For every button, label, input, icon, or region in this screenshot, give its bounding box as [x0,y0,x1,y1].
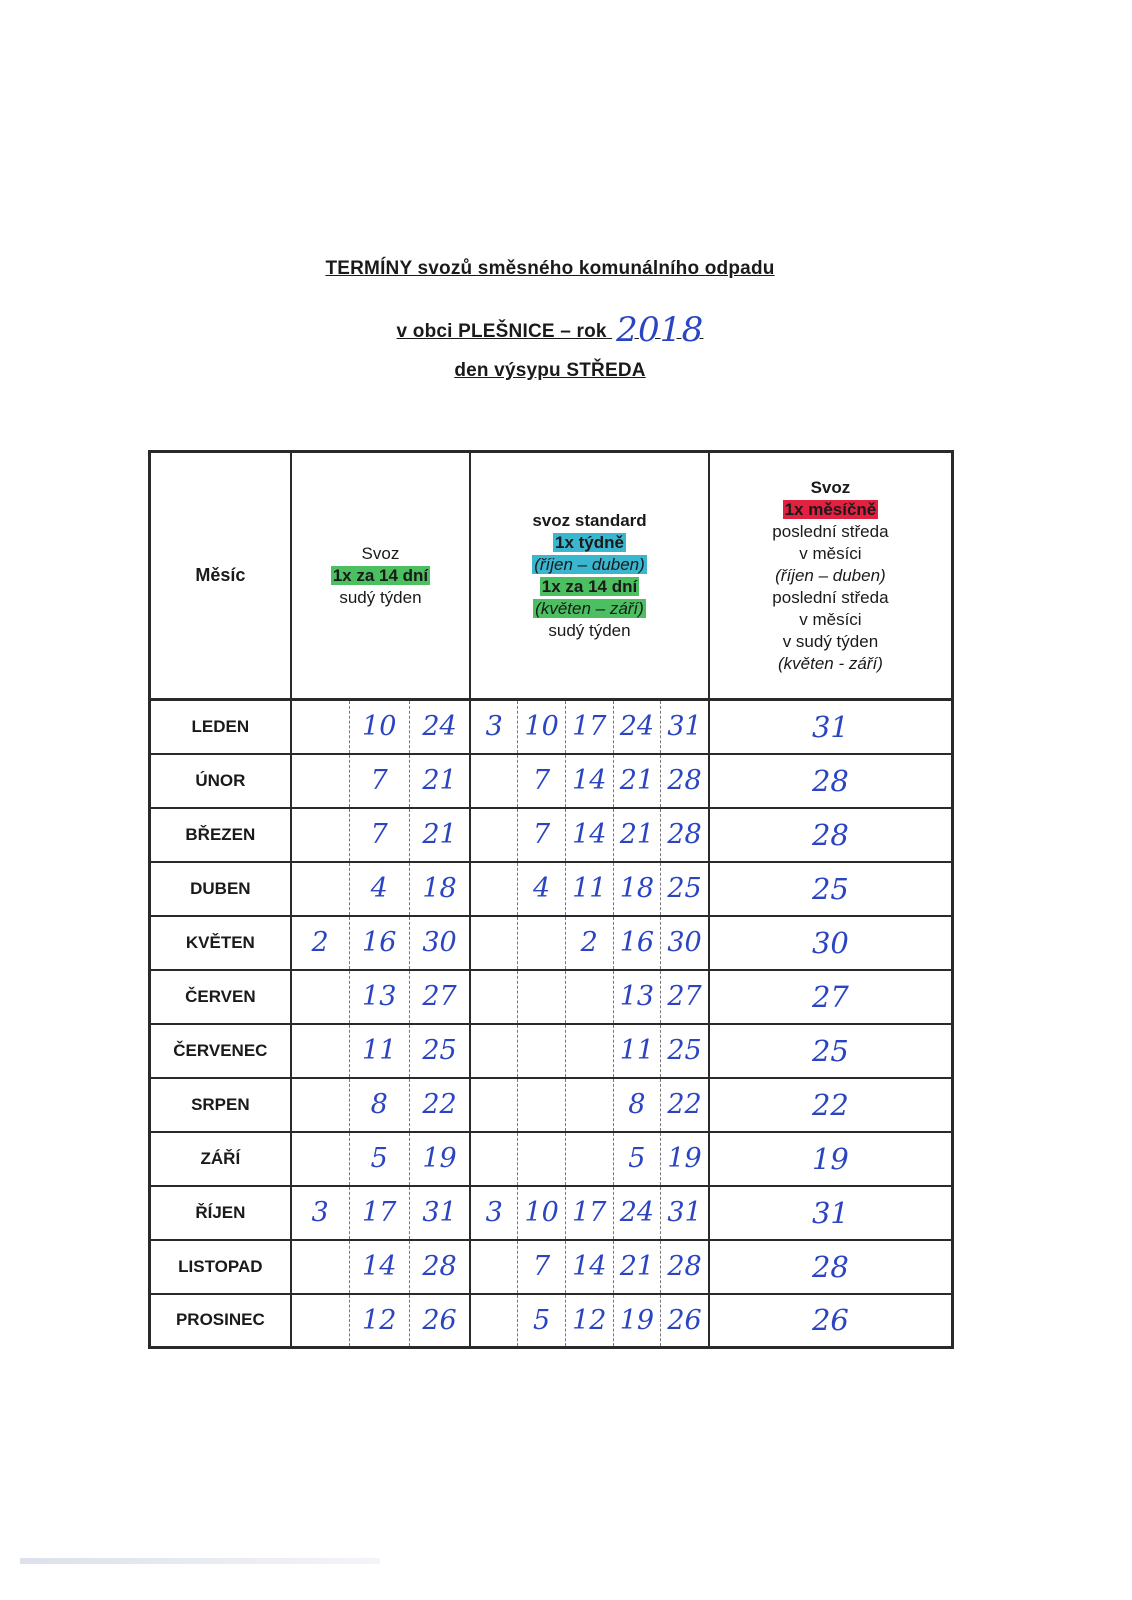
biweekly-date [291,1078,349,1132]
table-row [150,970,953,1024]
standard-date: 28 [661,808,709,862]
document-subtitle [0,306,1100,350]
biweekly-date: 7 [349,808,409,862]
header-monthly-line7: v měsíci [799,609,862,629]
month-name: ČERVENEC [150,1024,291,1078]
standard-date [470,970,518,1024]
monthly-date: 28 [709,1240,953,1294]
monthly-date: 26 [709,1294,953,1348]
biweekly-date: 12 [349,1294,409,1348]
table-row [150,1078,953,1132]
standard-date: 10 [518,700,566,754]
biweekly-date [291,1294,349,1348]
standard-date: 3 [470,700,518,754]
header-monthly-line8: v sudý týden [782,631,879,651]
standard-date [470,754,518,808]
standard-date: 31 [661,1186,709,1240]
standard-date [518,1132,566,1186]
standard-date: 18 [613,862,661,916]
month-name: ZÁŘÍ [150,1132,291,1186]
standard-date: 21 [613,754,661,808]
month-name: ÚNOR [150,754,291,808]
standard-date: 25 [661,1024,709,1078]
standard-date: 19 [661,1132,709,1186]
month-name: LEDEN [150,700,291,754]
standard-date: 21 [613,808,661,862]
header-standard-biweekly: 1x za 14 dní [541,576,638,596]
standard-date: 14 [565,808,613,862]
table-row [150,862,953,916]
header-standard [470,452,709,700]
header-standard-weekly-period: (říjen – duben) [534,554,645,574]
header-monthly-line4: v měsíci [799,543,862,563]
monthly-date: 25 [709,1024,953,1078]
header-biweekly-line1: Svoz [361,543,400,563]
monthly-date: 31 [709,1186,953,1240]
header-standard-line1: svoz standard [532,510,647,530]
subtitle-prefix: v obci PLEŠNICE – rok [396,321,607,342]
month-name: KVĚTEN [150,916,291,970]
biweekly-date: 31 [409,1186,470,1240]
biweekly-date: 13 [349,970,409,1024]
monthly-date: 25 [709,862,953,916]
standard-date: 24 [613,1186,661,1240]
standard-date [470,1240,518,1294]
biweekly-date: 18 [409,862,470,916]
standard-date: 24 [613,700,661,754]
standard-date [470,1078,518,1132]
standard-date: 5 [613,1132,661,1186]
biweekly-date [291,862,349,916]
header-biweekly [291,452,470,700]
header-biweekly-frequency: 1x za 14 dní [332,565,429,585]
table-row [150,754,953,808]
standard-date [470,1294,518,1348]
biweekly-date [291,1024,349,1078]
biweekly-date: 24 [409,700,470,754]
biweekly-date [291,1240,349,1294]
standard-date: 14 [565,1240,613,1294]
biweekly-date: 5 [349,1132,409,1186]
monthly-date: 22 [709,1078,953,1132]
table-row [150,1240,953,1294]
standard-date: 17 [565,700,613,754]
biweekly-date: 8 [349,1078,409,1132]
table-row [150,1024,953,1078]
standard-date: 13 [613,970,661,1024]
standard-date: 10 [518,1186,566,1240]
standard-date: 7 [518,1240,566,1294]
month-name: ČERVEN [150,970,291,1024]
document-title: TERMÍNY svozů směsného komunálního odpadu [325,258,775,279]
standard-date: 21 [613,1240,661,1294]
standard-date [470,808,518,862]
month-name: DUBEN [150,862,291,916]
table-row [150,700,953,754]
biweekly-date: 7 [349,754,409,808]
table-row [150,1132,953,1186]
header-monthly-line9: (květen - září) [778,653,883,673]
standard-date: 30 [661,916,709,970]
biweekly-date: 2 [291,916,349,970]
standard-date: 19 [613,1294,661,1348]
biweekly-date [291,754,349,808]
header-biweekly-line3: sudý týden [339,587,422,607]
standard-date: 11 [613,1024,661,1078]
standard-date: 2 [565,916,613,970]
biweekly-date: 4 [349,862,409,916]
biweekly-date [291,1132,349,1186]
biweekly-date: 3 [291,1186,349,1240]
standard-date [518,970,566,1024]
biweekly-date: 22 [409,1078,470,1132]
standard-date: 4 [518,862,566,916]
month-name: PROSINEC [150,1294,291,1348]
header-monthly-line1: Svoz [810,477,851,497]
biweekly-date [291,970,349,1024]
biweekly-date: 11 [349,1024,409,1078]
header-monthly [709,452,953,700]
standard-date: 12 [565,1294,613,1348]
biweekly-date: 25 [409,1024,470,1078]
standard-date [565,1078,613,1132]
biweekly-date [291,700,349,754]
standard-date [518,916,566,970]
biweekly-date: 28 [409,1240,470,1294]
biweekly-date: 16 [349,916,409,970]
standard-date: 28 [661,1240,709,1294]
header-standard-biweekly-period: (květen – září) [535,598,644,618]
table-row [150,808,953,862]
table-row [150,1186,953,1240]
standard-date: 17 [565,1186,613,1240]
header-monthly-line3: poslední středa [772,521,889,541]
standard-date [565,1132,613,1186]
month-name: BŘEZEN [150,808,291,862]
handwritten-year: 2018 [616,310,704,350]
header-monthly-line5: (říjen – duben) [775,565,886,585]
standard-date [470,1132,518,1186]
standard-date: 5 [518,1294,566,1348]
standard-date: 28 [661,754,709,808]
standard-date [470,1024,518,1078]
biweekly-date [291,808,349,862]
header-monthly-frequency: 1x měsíčně [784,499,877,519]
header-standard-weekly: 1x týdně [555,532,624,552]
standard-date: 11 [565,862,613,916]
standard-date [518,1024,566,1078]
month-name: ŘÍJEN [150,1186,291,1240]
monthly-date: 31 [709,700,953,754]
monthly-date: 19 [709,1132,953,1186]
month-name: SRPEN [150,1078,291,1132]
scan-artifact [20,1558,380,1564]
standard-date [470,862,518,916]
standard-date: 31 [661,700,709,754]
standard-date [565,970,613,1024]
biweekly-date: 19 [409,1132,470,1186]
standard-date [518,1078,566,1132]
monthly-date: 28 [709,808,953,862]
monthly-date: 30 [709,916,953,970]
standard-date: 27 [661,970,709,1024]
standard-date: 7 [518,808,566,862]
table-row [150,916,953,970]
collection-day: den výsypu STŘEDA [454,360,646,381]
standard-date: 25 [661,862,709,916]
header-monthly-line6: poslední středa [772,587,889,607]
standard-date: 8 [613,1078,661,1132]
month-name: LISTOPAD [150,1240,291,1294]
biweekly-date: 14 [349,1240,409,1294]
biweekly-date: 10 [349,700,409,754]
header-standard-line6: sudý týden [548,620,631,640]
biweekly-date: 21 [409,754,470,808]
standard-date: 14 [565,754,613,808]
header-month: Měsíc [150,452,291,700]
standard-date: 7 [518,754,566,808]
biweekly-date: 26 [409,1294,470,1348]
biweekly-date: 27 [409,970,470,1024]
standard-date: 16 [613,916,661,970]
monthly-date: 28 [709,754,953,808]
header-row [150,452,953,700]
standard-date [565,1024,613,1078]
standard-date: 26 [661,1294,709,1348]
biweekly-date: 21 [409,808,470,862]
standard-date: 22 [661,1078,709,1132]
standard-date [470,916,518,970]
standard-date: 3 [470,1186,518,1240]
biweekly-date: 30 [409,916,470,970]
monthly-date: 27 [709,970,953,1024]
table-row [150,1294,953,1348]
schedule-table [148,450,954,1349]
biweekly-date: 17 [349,1186,409,1240]
